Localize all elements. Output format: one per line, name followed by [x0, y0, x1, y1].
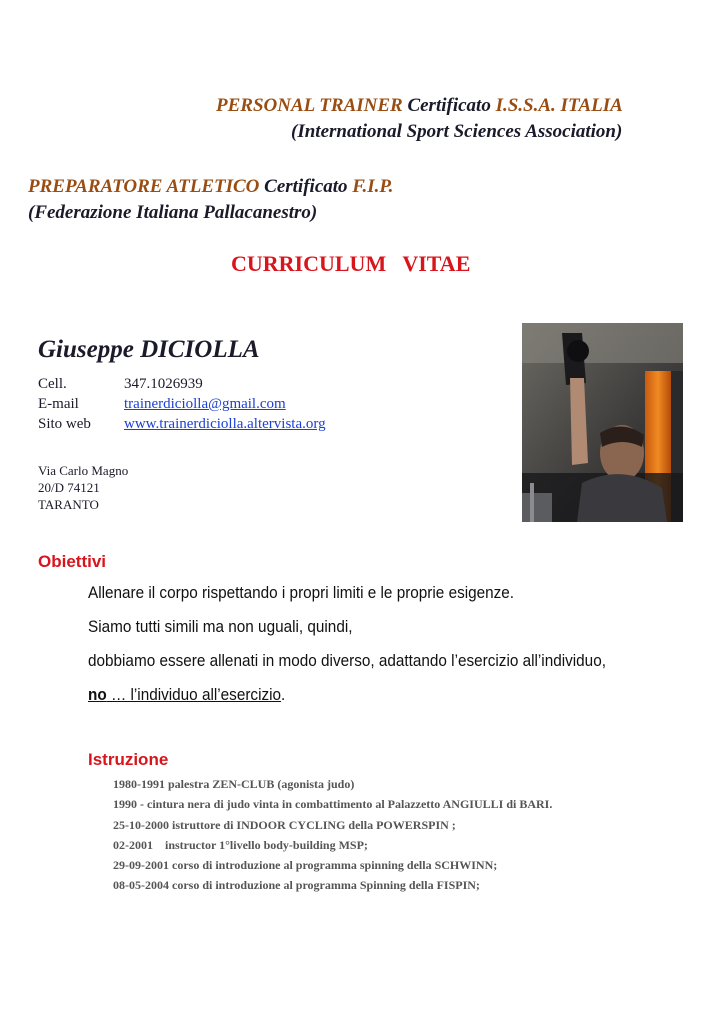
header-line-2: (International Sport Sciences Association) [291, 121, 623, 142]
cert-word-2: Certificato [264, 176, 348, 197]
education-item: 25-10-2000 istruttore di INDOOR CYCLING della POWERSPIN ; [113, 818, 456, 832]
education-heading: Istruzione [88, 750, 169, 769]
education-item: 1990 - cintura nera di judo vinta in combattimento al Palazzetto ANGIULLI di BARI. [113, 797, 553, 811]
website-link[interactable]: www.trainerdiciolla.altervista.org [124, 416, 326, 432]
address-line-3: TARANTO [38, 497, 99, 512]
objective-line-4 [88, 685, 285, 705]
objective-line-2: Siamo tutti simili ma non uguali, quindi, [88, 617, 353, 636]
person-name: Giuseppe DICIOLLA [38, 336, 260, 363]
objective-line-3: dobbiamo essere allenati in modo diverso, adattando l’esercizio all’individuo, [88, 651, 606, 670]
objectives-heading: Obiettivi [38, 552, 107, 571]
cv-title: CURRICULUM VITAE [231, 251, 471, 276]
education-item: 29-09-2001 corso di introduzione al programma spinning della SCHWINN; [113, 858, 498, 872]
profile-photo [522, 323, 683, 522]
education-item: 08-05-2004 corso di introduzione al programma Spinning della FISPIN; [113, 878, 480, 892]
trainer-title: PERSONAL TRAINER [216, 95, 403, 116]
objective-rest: … l’individuo all’esercizio [106, 685, 282, 704]
education-item: 1980-1991 palestra ZEN-CLUB (agonista judo) [113, 777, 355, 791]
contact-website [38, 416, 326, 433]
address-line-1: Via Carlo Magno [38, 463, 129, 478]
photo-illustration [522, 323, 683, 522]
cert-word: Certificato [407, 95, 491, 116]
objective-end: . [281, 685, 286, 704]
preparatore-title: PREPARATORE ATLETICO [28, 176, 260, 197]
objective-no: no [88, 685, 107, 704]
email-link[interactable]: trainerdiciolla@gmail.com [124, 396, 286, 412]
header-line-3 [28, 176, 393, 198]
website-label: Sito web [38, 416, 91, 432]
address-line-2: 20/D 74121 [38, 480, 100, 495]
contact-cell [38, 376, 203, 393]
education-item: 02-2001 instructor 1°livello body-building MSP; [113, 838, 368, 852]
cell-label: Cell. [38, 376, 67, 392]
fip-name: F.I.P. [352, 176, 394, 197]
email-label: E-mail [38, 396, 79, 412]
cell-value: 347.1026939 [124, 376, 203, 392]
issa-name: I.S.S.A. ITALIA [495, 95, 623, 116]
objective-line-1: Allenare il corpo rispettando i propri limiti e le proprie esigenze. [88, 583, 515, 602]
header-line-1 [216, 95, 623, 117]
header-line-4: (Federazione Italiana Pallacanestro) [28, 202, 318, 223]
contact-email [38, 396, 286, 413]
